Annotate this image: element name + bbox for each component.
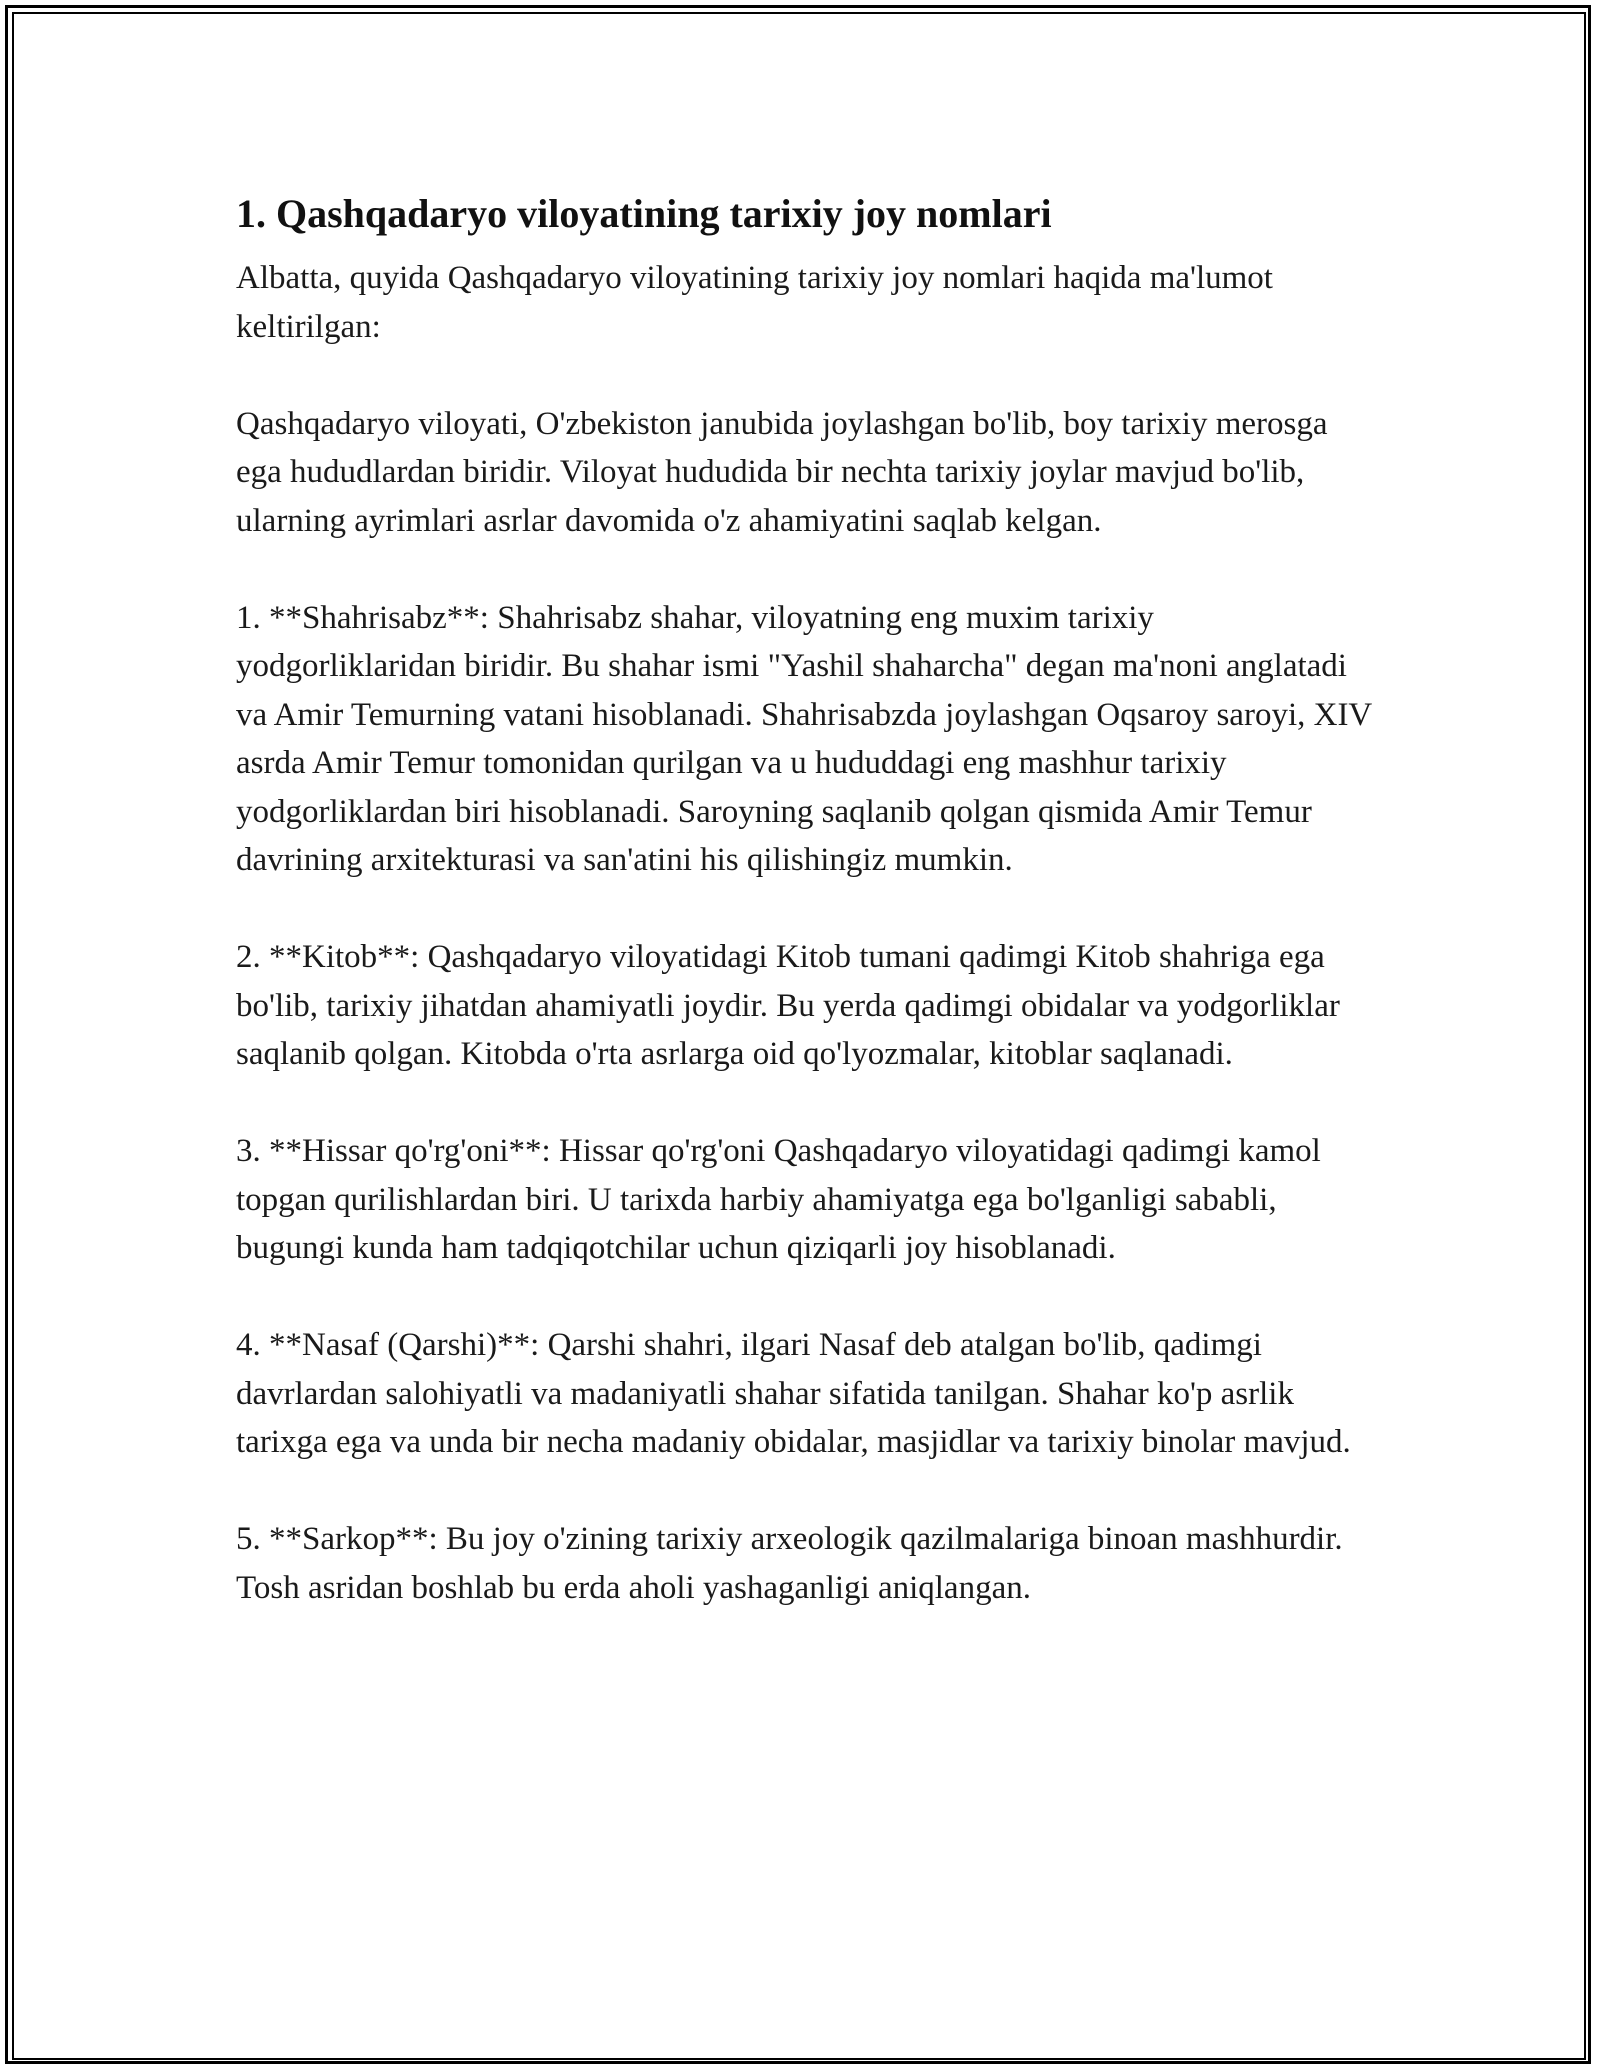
paragraph-kitob: 2. **Kitob**: Qashqadaryo viloyatidagi Kitob tumani qadimgi Kitob shahriga ega bo'lib, tarixiy jihatdan ahamiyatli joydir. Bu yerda qadimgi obidalar va yodgorliklar saqlanib qolgan. Kitobda o'rta asrlarga oid qo'lyozmalar, kitoblar saqlanadi. [236, 939, 1340, 1072]
paragraph-nasaf: 4. **Nasaf (Qarshi)**: Qarshi shahri, ilgari Nasaf deb atalgan bo'lib, qadimgi davrlardan salohiyatli va madaniyatli shahar sifatida tanilgan. Shahar ko'p asrlik tarixga ega va unda bir necha madaniy obidalar, masjidlar va tarixiy binolar mavjud. [236, 1327, 1351, 1460]
paragraph-intro: Albatta, quyida Qashqadaryo viloyatining tarixiy joy nomlari haqida ma'lumot keltirilgan: [236, 260, 1273, 345]
paragraph-sarkop: 5. **Sarkop**: Bu joy o'zining tarixiy arxeologik qazilmalariga binoan mashhurdir. Tosh asridan boshlab bu erda aholi yashaganligi aniqlangan. [236, 1521, 1343, 1606]
document-body [236, 186, 1376, 1661]
paragraph-hissar: 3. **Hissar qo'rg'oni**: Hissar qo'rg'oni Qashqadaryo viloyatidagi qadimgi kamol topgan qurilishlardan biri. U tarixda harbiy ahamiyatga ega bo'lganligi sababli, bugungi kunda ham tadqiqotchilar uchun qiziqarli joy hisoblanadi. [236, 1133, 1321, 1266]
paragraph-shahrisabz: 1. **Shahrisabz**: Shahrisabz shahar, viloyatning eng muxim tarixiy yodgorliklaridan biridir. Bu shahar ismi "Yashil shaharcha" degan ma'noni anglatadi va Amir Temurning vatani hisoblanadi. Shahrisabzda joylashgan Oqsaroy saroyi, XIV asrda Amir Temur tomonidan qurilgan va u hududdagi eng mashhur tarixiy yodgorliklardan biri hisoblanadi. Saroyning saqlanib qolgan qismida Amir Temur davrining arxitekturasi va san'atini his qilishingiz mumkin. [236, 599, 1372, 878]
document-title: 1. Qashqadaryo viloyatining tarixiy joy nomlari [236, 191, 1052, 236]
paragraph-overview: Qashqadaryo viloyati, O'zbekiston janubida joylashgan bo'lib, boy tarixiy merosga ega hududlardan biridir. Viloyat hududida bir nechta tarixiy joylar mavjud bo'lib, ularning ayrimlari asrlar davomida o'z ahamiyatini saqlab kelgan. [236, 405, 1328, 539]
